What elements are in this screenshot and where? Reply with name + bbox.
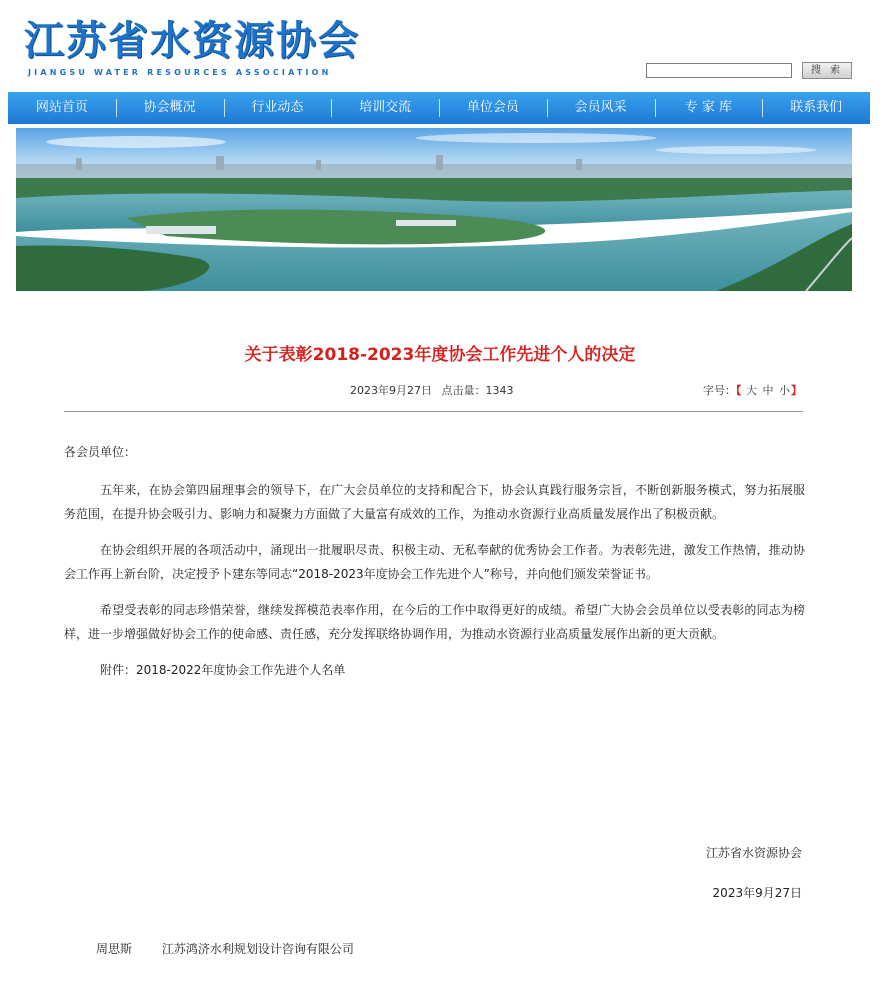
nav-item-member-showcase[interactable]: 会员风采: [547, 92, 655, 124]
font-size-label: 字号：: [703, 384, 736, 397]
title-divider: [64, 411, 803, 412]
nav-item-about[interactable]: 协会概况: [116, 92, 224, 124]
nav-item-member-units[interactable]: 单位会员: [439, 92, 547, 124]
signature-organization: 江苏省水资源协会: [705, 846, 802, 860]
article-date: 2023年9月27日: [350, 384, 432, 397]
hits-count: 1343: [485, 384, 514, 397]
site-logo-english: JIANGSU WATER RESOURCES ASSOCIATION: [28, 68, 332, 77]
nav-item-training[interactable]: 培训交流: [331, 92, 439, 124]
bracket-open: 【: [736, 384, 742, 397]
article-meta: [350, 382, 514, 398]
paragraph: 在协会组织开展的各项活动中，涌现出一批履职尽责、积极主动、无私奉献的优秀协会工作者。为表彰先进，激发工作热情，推动协会工作再上新台阶，决定授予卜建东等同志“2018-2023年度协会工作先进个人”称号，并向他们颁发荣誉证书。: [64, 543, 805, 581]
search-button[interactable]: 搜 索: [802, 62, 852, 79]
attachment-note: 附件：2018-2022年度协会工作先进个人名单: [100, 663, 346, 677]
salutation: 各会员单位：: [64, 445, 137, 459]
article-title: 关于表彰2018-2023年度协会工作先进个人的决定: [244, 345, 636, 365]
site-logo[interactable]: 江苏省水资源协会: [24, 18, 360, 64]
nav-item-experts[interactable]: 专 家 库: [655, 92, 763, 124]
article-body: [64, 440, 805, 694]
font-size-medium[interactable]: 中: [762, 384, 774, 397]
hits-label: 点击量：: [441, 384, 486, 397]
winner-name: 周思斯: [96, 942, 133, 956]
paragraph: 希望受表彰的同志珍惜荣誉，继续发挥模范表率作用，在今后的工作中取得更好的成绩。希望广大协会会员单位以受表彰的同志为榜样，进一步增强做好协会工作的使命感、责任感，充分发挥联络协调作用，为推动水资源行业高质量发展作出新的更大贡献。: [64, 603, 805, 641]
search-input[interactable]: [646, 63, 792, 78]
paragraph: 五年来，在协会第四届理事会的领导下，在广大会员单位的支持和配合下，协会认真践行服务宗旨，不断创新服务模式，努力拓展服务范围，在提升协会吸引力、影响力和凝聚力方面做了大量富有成效的工作，为推动水资源行业高质量发展作出了积极贡献。: [64, 483, 805, 521]
nav-item-home[interactable]: 网站首页: [35, 100, 88, 115]
signature-date: 2023年9月27日: [712, 886, 802, 900]
nav-item-industry-news[interactable]: 行业动态: [224, 92, 332, 124]
site-header: [0, 0, 880, 92]
bracket-close: 】: [791, 384, 802, 397]
font-size-switcher: [703, 382, 802, 398]
nav-item-contact[interactable]: 联系我们: [762, 92, 870, 124]
font-size-small[interactable]: 小: [779, 384, 790, 397]
font-size-large[interactable]: 大: [746, 384, 757, 397]
river-city-landscape-image: [16, 128, 852, 291]
main-nav: [8, 92, 870, 124]
winner-row: [96, 940, 354, 957]
banner-image: [16, 128, 852, 291]
winner-company: 江苏鸿济水利规划设计咨询有限公司: [161, 942, 354, 956]
